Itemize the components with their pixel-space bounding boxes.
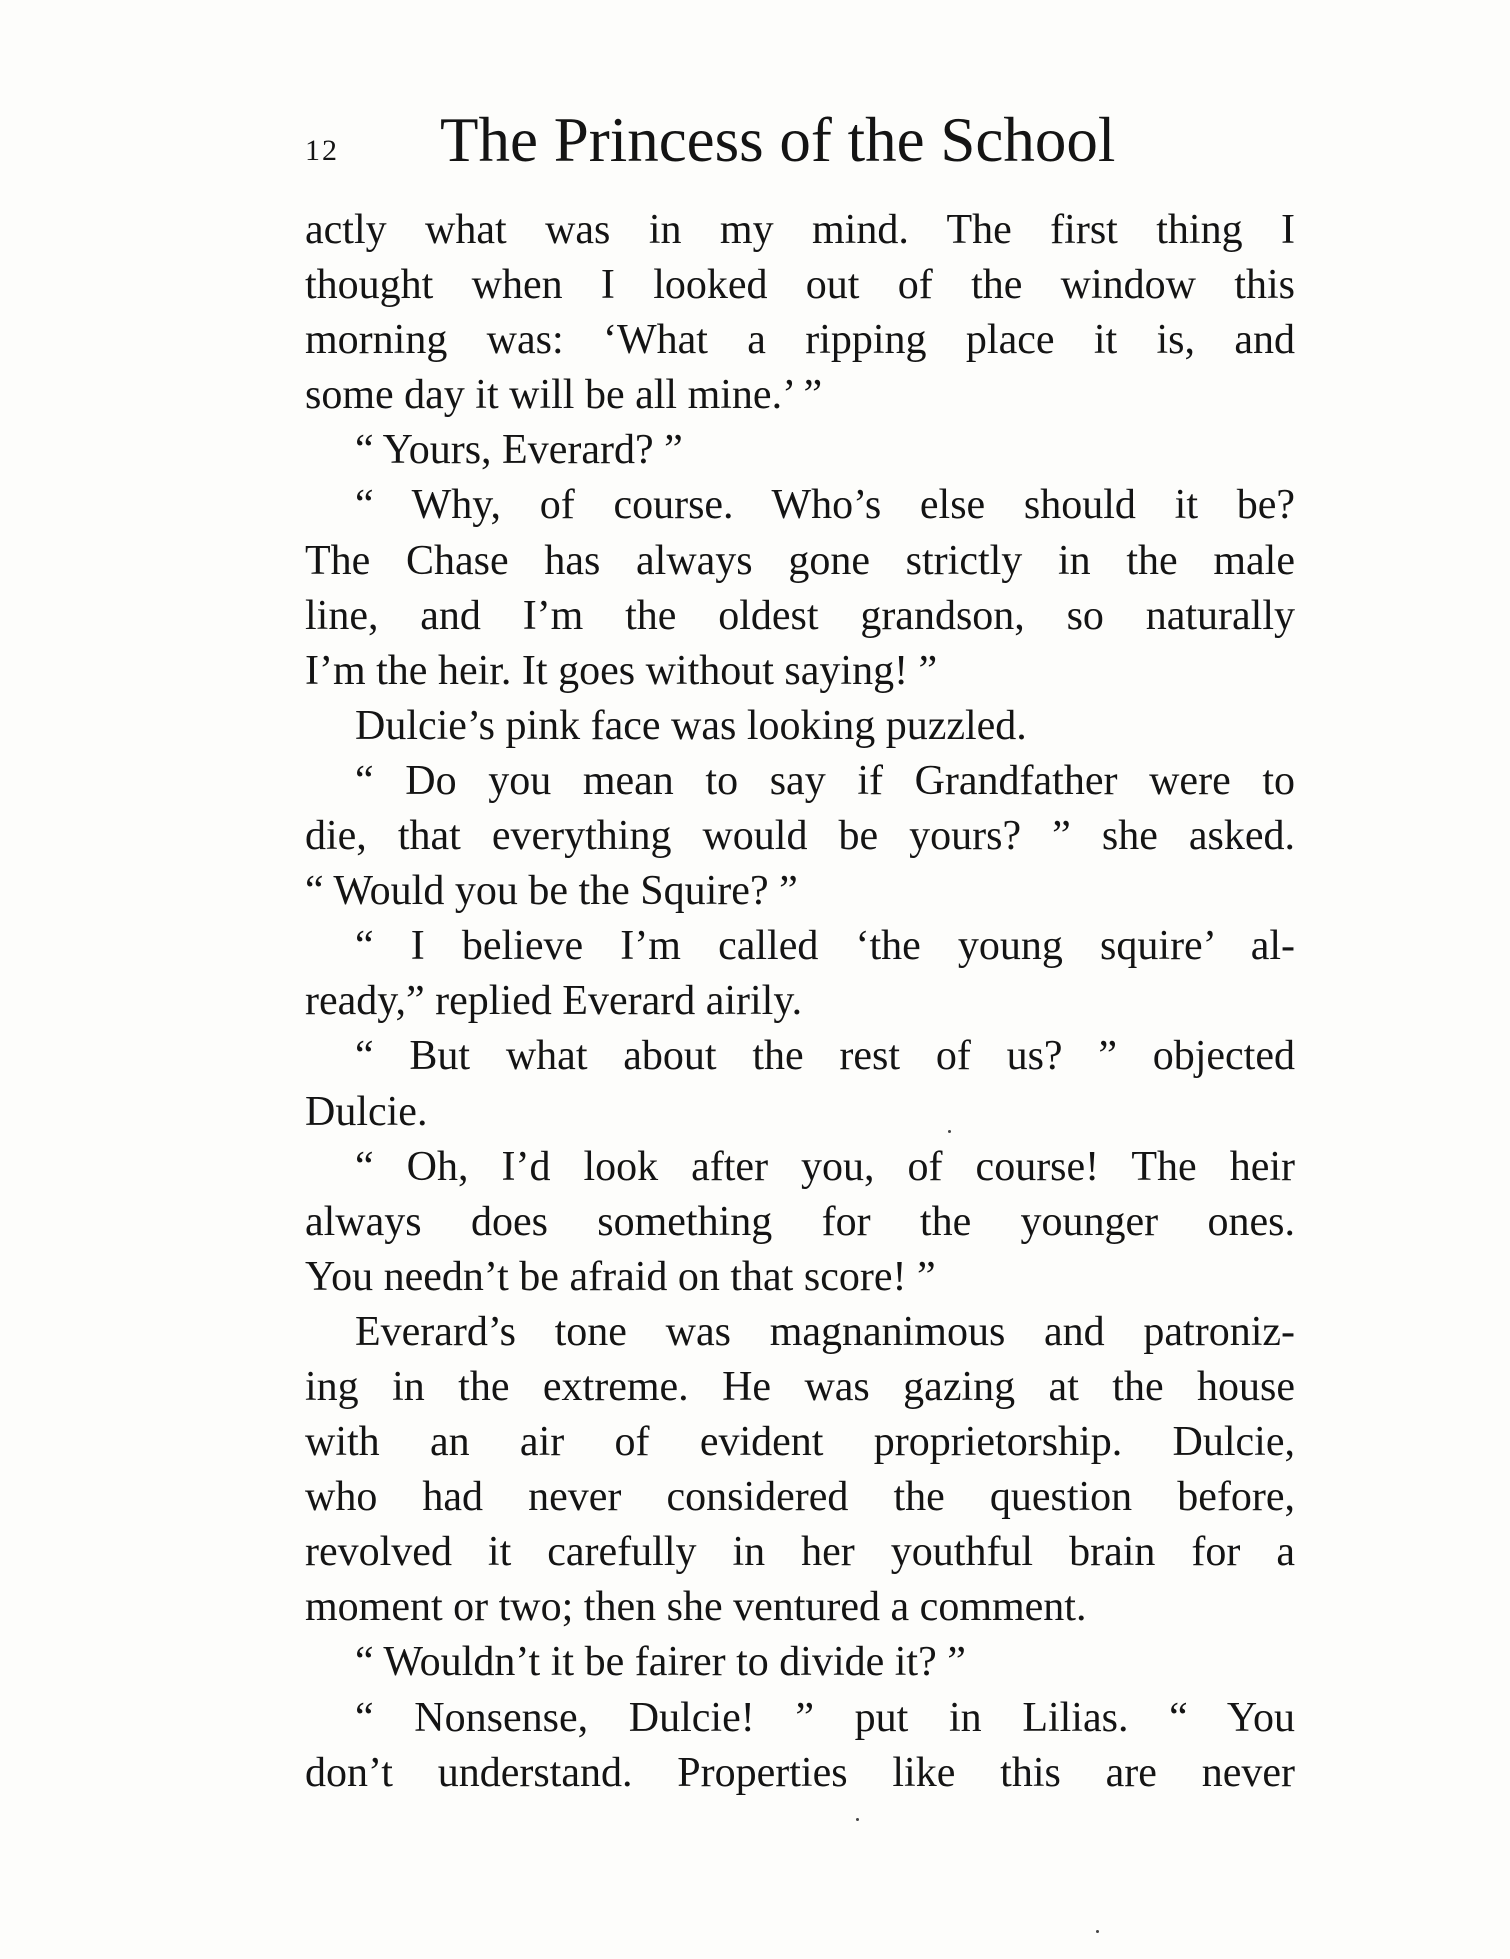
text-line: “ Do you mean to say if Grandfather were to — [355, 757, 1295, 804]
text-line: Dulcie’s pink face was looking puzzled. — [355, 702, 1027, 749]
scan-speck — [948, 1130, 951, 1133]
text-line: always does something for the younger ones. — [305, 1198, 1295, 1245]
text-line: line, and I’m the oldest grandson, so naturally — [305, 592, 1295, 639]
text-line: who had never considered the question before, — [305, 1474, 1295, 1521]
text-line: “ Oh, I’d look after you, of course! The heir — [355, 1143, 1295, 1190]
text-line: don’t understand. Properties like this are never — [305, 1749, 1295, 1796]
text-line: moment or two; then she ventured a comment. — [305, 1584, 1087, 1631]
text-line: “ Wouldn’t it be fairer to divide it? ” — [355, 1639, 966, 1686]
text-line: “ Would you be the Squire? ” — [305, 868, 798, 915]
text-line: “ But what about the rest of us? ” objected — [355, 1033, 1295, 1080]
text-line: “ Why, of course. Who’s else should it be? — [355, 482, 1295, 529]
text-line: some day it will be all mine.’ ” — [305, 372, 823, 419]
text-line: “ I believe I’m called ‘the young squire’ al- — [355, 923, 1295, 970]
scan-speck — [1096, 1930, 1099, 1933]
text-line: Everard’s tone was magnanimous and patroniz- — [355, 1308, 1295, 1355]
text-line: “ Yours, Everard? ” — [355, 427, 683, 474]
text-line: Dulcie. — [305, 1088, 428, 1135]
text-line: ready,” replied Everard airily. — [305, 978, 803, 1025]
text-line: with an air of evident proprietorship. Dulcie, — [305, 1419, 1295, 1466]
page-number: 12 — [305, 134, 339, 167]
running-head — [305, 100, 1305, 180]
text-line: You needn’t be afraid on that score! ” — [305, 1253, 936, 1300]
text-line: morning was: ‘What a ripping place it is, and — [305, 317, 1295, 364]
scan-speck — [856, 1818, 859, 1821]
text-line: The Chase has always gone strictly in the male — [305, 537, 1295, 584]
text-line: revolved it carefully in her youthful brain for a — [305, 1529, 1295, 1576]
text-line: “ Nonsense, Dulcie! ” put in Lilias. “ You — [355, 1694, 1295, 1741]
text-line: I’m the heir. It goes without saying! ” — [305, 647, 938, 694]
text-line: thought when I looked out of the window this — [305, 262, 1295, 309]
text-line: actly what was in my mind. The first thing I — [305, 207, 1295, 253]
text-line: ing in the extreme. He was gazing at the house — [305, 1363, 1295, 1410]
running-title: The Princess of the School — [440, 105, 1116, 175]
text-line: die, that everything would be yours? ” she asked. — [305, 813, 1295, 860]
body-text — [305, 203, 1295, 1801]
